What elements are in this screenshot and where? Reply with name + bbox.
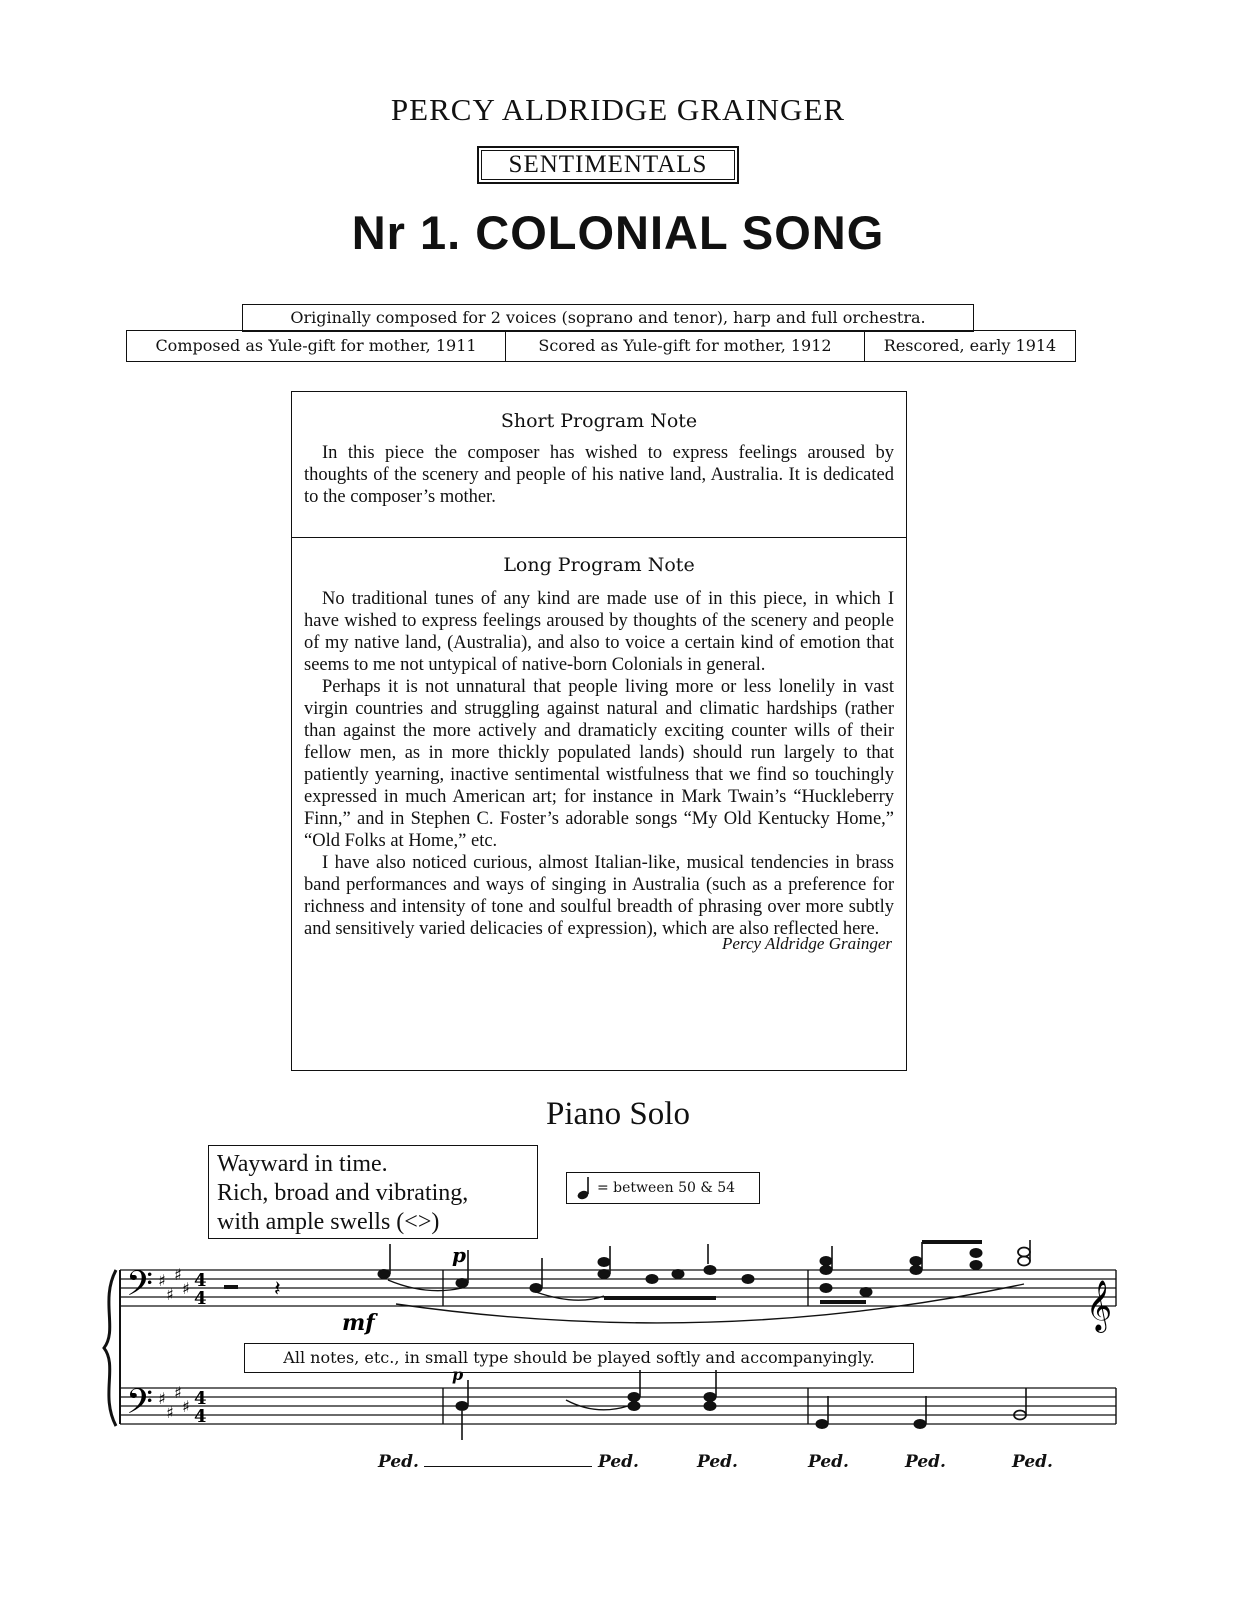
scored-date: Scored as Yule-gift for mother, 1912 (506, 331, 865, 361)
long-note-paragraph: I have also noticed curious, almost Italian-like, musical tendencies in brass band performances and ways of singing in Australia (such as a preference for richness and intensity of tone and soulful breadth of phrasing over more subtly and sensitively varied delicacies of expression), which are also reflected here. (304, 853, 894, 939)
svg-text:♯: ♯ (182, 1279, 190, 1298)
rescored-date: Rescored, early 1914 (883, 336, 1057, 355)
music-score (96, 1240, 1126, 1440)
series-title-text: SENTIMENTALS (508, 151, 708, 178)
svg-text:4: 4 (194, 1288, 207, 1309)
dates-box (126, 330, 1076, 362)
composed-date: Composed as Yule-gift for mother, 1911 (127, 331, 506, 361)
bass-clef-icon: 𝄢 (126, 1263, 154, 1312)
lower-staff (120, 1388, 1116, 1424)
pedal-line (424, 1466, 592, 1467)
expression-line: Wayward in time. (217, 1151, 388, 1177)
piano-solo-heading: Piano Solo (546, 1096, 690, 1132)
expression-box (208, 1145, 538, 1239)
svg-text:♯: ♯ (166, 1403, 174, 1422)
long-note-paragraph: No traditional tunes of any kind are made use of in this piece, in which I have wished to express feelings aroused by thoughts of the scenery and people of my native land, (Australia), and also to voice a certain kind of emotion that seems to me not untypical of native-born Colonials in general. (304, 589, 894, 675)
long-program-note (292, 554, 906, 954)
composer-name: PERCY ALDRIDGE GRAINGER (390, 92, 846, 127)
half-rest (224, 1285, 238, 1289)
original-scoring: Originally composed for 2 voices (soprano and tenor), harp and full orchestra. (242, 304, 974, 332)
treble-clef-icon: 𝄞 (1086, 1280, 1113, 1331)
long-note-heading: Long Program Note (503, 554, 695, 576)
svg-text:♯: ♯ (174, 1265, 182, 1284)
short-program-note (292, 410, 906, 538)
signature: Percy Aldridge Grainger (722, 934, 892, 953)
tempo-marking (566, 1172, 760, 1204)
grand-staff-brace (104, 1270, 116, 1426)
svg-text:♯: ♯ (166, 1285, 174, 1304)
pedal-mark: Ped. (697, 1452, 738, 1472)
svg-text:♯: ♯ (158, 1271, 166, 1290)
program-notes-box (291, 391, 907, 1071)
lower-staff-notes (456, 1370, 1026, 1440)
small-type-note: All notes, etc., in small type should be played softly and accompanyingly. (244, 1343, 914, 1373)
quarter-note-icon (575, 1173, 597, 1203)
long-note-paragraph: Perhaps it is not unnatural that people living more or less lonelily in vast virgin countries and struggling against natural and climatic hardships (rather than against the more actively and dramaticly exciting counter wills of their fellow men, as in more thickly populated lands) should run largely to that patiently yearning, inactive sentimental wistfulness that we find so touchingly expressed in much American art; for instance in Mark Twain’s “Huckleberry Finn,” and in Stephen C. Foster’s adorable songs “My Old Kentucky Home,” “Old Folks at Home,” etc. (304, 677, 894, 851)
pedal-mark: Ped. (905, 1452, 946, 1472)
series-title (477, 146, 739, 184)
svg-text:4: 4 (194, 1388, 207, 1409)
svg-text:♯: ♯ (158, 1389, 166, 1408)
pedal-mark: Ped. (1012, 1452, 1053, 1472)
svg-text:4: 4 (194, 1270, 207, 1291)
expression-line: with ample swells (<>) (217, 1209, 440, 1235)
bass-clef-icon: 𝄢 (126, 1381, 154, 1430)
pedal-mark: Ped. (808, 1452, 849, 1472)
upper-staff-notes (378, 1240, 1030, 1302)
time-signature (194, 1270, 207, 1427)
expression-line: Rich, broad and vibrating, (217, 1180, 469, 1206)
short-note-text: In this piece the composer has wished to express feelings aroused by thoughts of the scenery and people of his native land, Australia. It is dedicated to the composer’s mother. (304, 443, 894, 507)
tempo-text: = between 50 & 54 (597, 1180, 736, 1196)
pedal-mark: Ped. (378, 1452, 419, 1472)
short-note-heading: Short Program Note (500, 410, 698, 432)
piece-title: Nr 1. COLONIAL SONG (351, 206, 885, 259)
dynamic-mf: mf (342, 1310, 375, 1336)
svg-text:♯: ♯ (182, 1397, 190, 1416)
pedal-mark: Ped. (598, 1452, 639, 1472)
dynamic-p: p (452, 1243, 466, 1267)
upper-staff (120, 1270, 1116, 1306)
svg-text:4: 4 (194, 1406, 207, 1427)
dynamic-p: p (452, 1365, 464, 1384)
quarter-rest: 𝄽 (274, 1277, 281, 1302)
svg-text:♯: ♯ (174, 1383, 182, 1402)
